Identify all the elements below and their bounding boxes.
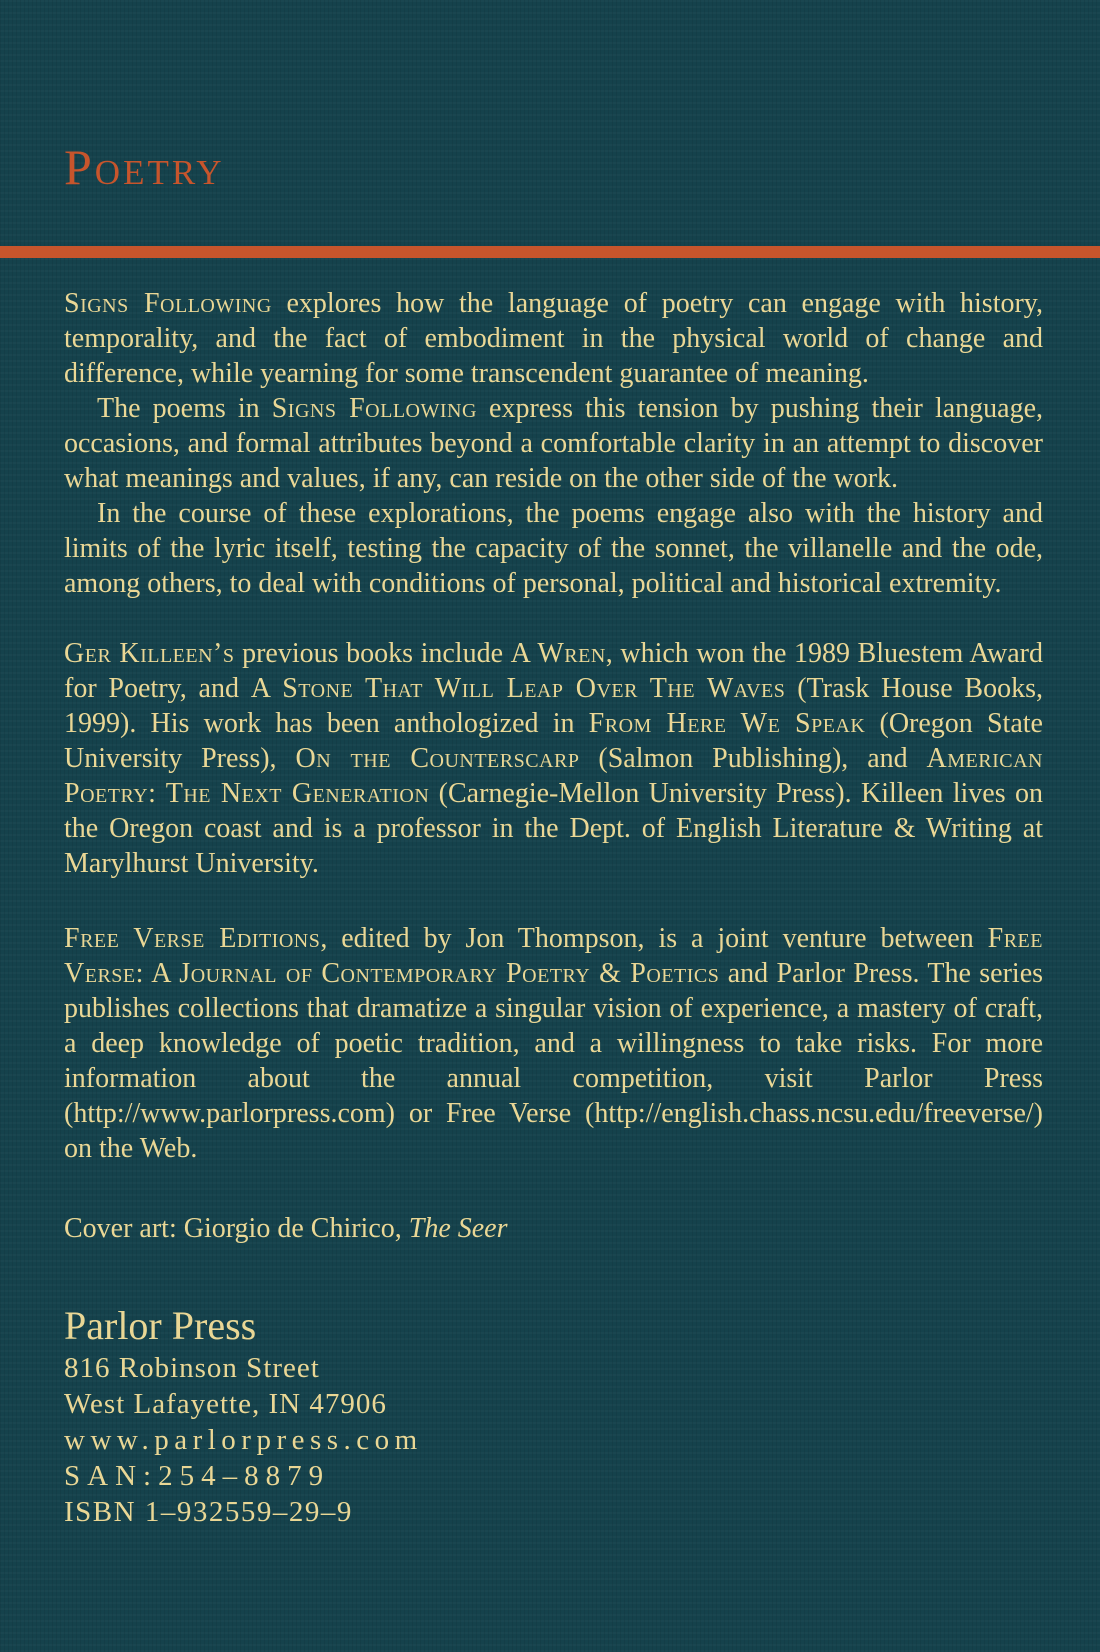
publisher-name: Parlor Press (64, 1303, 257, 1348)
text-segment: From Here We Speak (588, 708, 866, 739)
text-segment: (Salmon Publishing), and (579, 743, 927, 774)
publisher-block (64, 1302, 1043, 1530)
publisher-san: SAN:254–8879 (64, 1460, 331, 1492)
text-segment: (Trask House Books, 1999). His work has been anthologized in (64, 673, 1043, 739)
text-segment: Ger Killeen’s (64, 638, 235, 669)
text-segment: , which won the 1989 Bluestem Award for Poetry, and (64, 638, 1043, 704)
text-segment: A Wren (510, 638, 606, 669)
back-cover-copy (64, 286, 1043, 1246)
series-note-paragraph (64, 921, 1043, 1166)
cover-art-credit (64, 1211, 1043, 1246)
text-segment: (Oregon State University Press), (64, 708, 1043, 774)
text-segment: Cover art: Giorgio de Chirico, (64, 1213, 409, 1244)
text-segment: and Parlor Press. The series publishes collections that dramatize a singular vision of experience, a mastery of craft, a deep knowledge of poetic tradition, and a willingness to take risks. For more information about the annual competition, visit Parlor Press (http://www.parlorpress.com) or Free Verse (http://english.chass.ncsu.edu/freeverse/) on the Web. (64, 958, 1044, 1164)
text-segment: , edited by Jon Thompson, is a joint venture between (320, 923, 988, 954)
text-segment: A Stone That Will Leap Over The Waves (250, 673, 786, 704)
publisher-isbn: ISBN 1–932559–29–9 (64, 1496, 353, 1528)
text-segment: express this tension by pushing their language, occasions, and formal attributes beyond a comfortable clarity in an attempt to discover what meanings and values, if any, can reside on the other side of the work. (64, 393, 1044, 494)
text-segment: Free Verse Editions (64, 923, 321, 954)
synopsis-paragraph-3 (64, 496, 1043, 601)
header (0, 0, 1100, 195)
synopsis-paragraph-2 (64, 391, 1043, 496)
text-segment: Signs Following (64, 288, 272, 319)
text-segment: Signs Following (271, 393, 477, 424)
accent-rule (0, 246, 1100, 258)
publisher-website: www.parlorpress.com (64, 1424, 423, 1456)
text-segment: (Carnegie-Mellon University Press). Killeen lives on the Oregon coast and is a professor in the Dept. of English Literature & Writing at Marylhurst University. (64, 778, 1043, 879)
publisher-street: 816 Robinson Street (64, 1352, 320, 1384)
text-segment: The Seer (408, 1213, 508, 1244)
text-segment: American Poetry: The Next Generation (64, 743, 1043, 809)
synopsis-paragraph-1 (64, 286, 1043, 391)
category-label: Poetry (64, 139, 225, 195)
text-segment: In the course of these explorations, the poems engage also with the history and limits of the lyric itself, testing the capacity of the sonnet, the villanelle and the ode, among others, to deal with conditions of personal, political and historical extremity. (64, 498, 1043, 599)
text-segment: previous books include (234, 638, 511, 669)
text-segment: Free Verse: A Journal of Contemporary Poetry & Poetics (64, 923, 1043, 989)
author-bio-paragraph (64, 636, 1043, 881)
text-segment: The poems in (97, 393, 272, 424)
text-segment: explores how the language of poetry can engage with history, temporality, and the fact of embodiment in the physical world of change and difference, while yearning for some transcendent guarantee of meaning. (64, 288, 1043, 389)
publisher-city: West Lafayette, IN 47906 (64, 1388, 387, 1420)
text-segment: On the Counterscarp (295, 743, 580, 774)
